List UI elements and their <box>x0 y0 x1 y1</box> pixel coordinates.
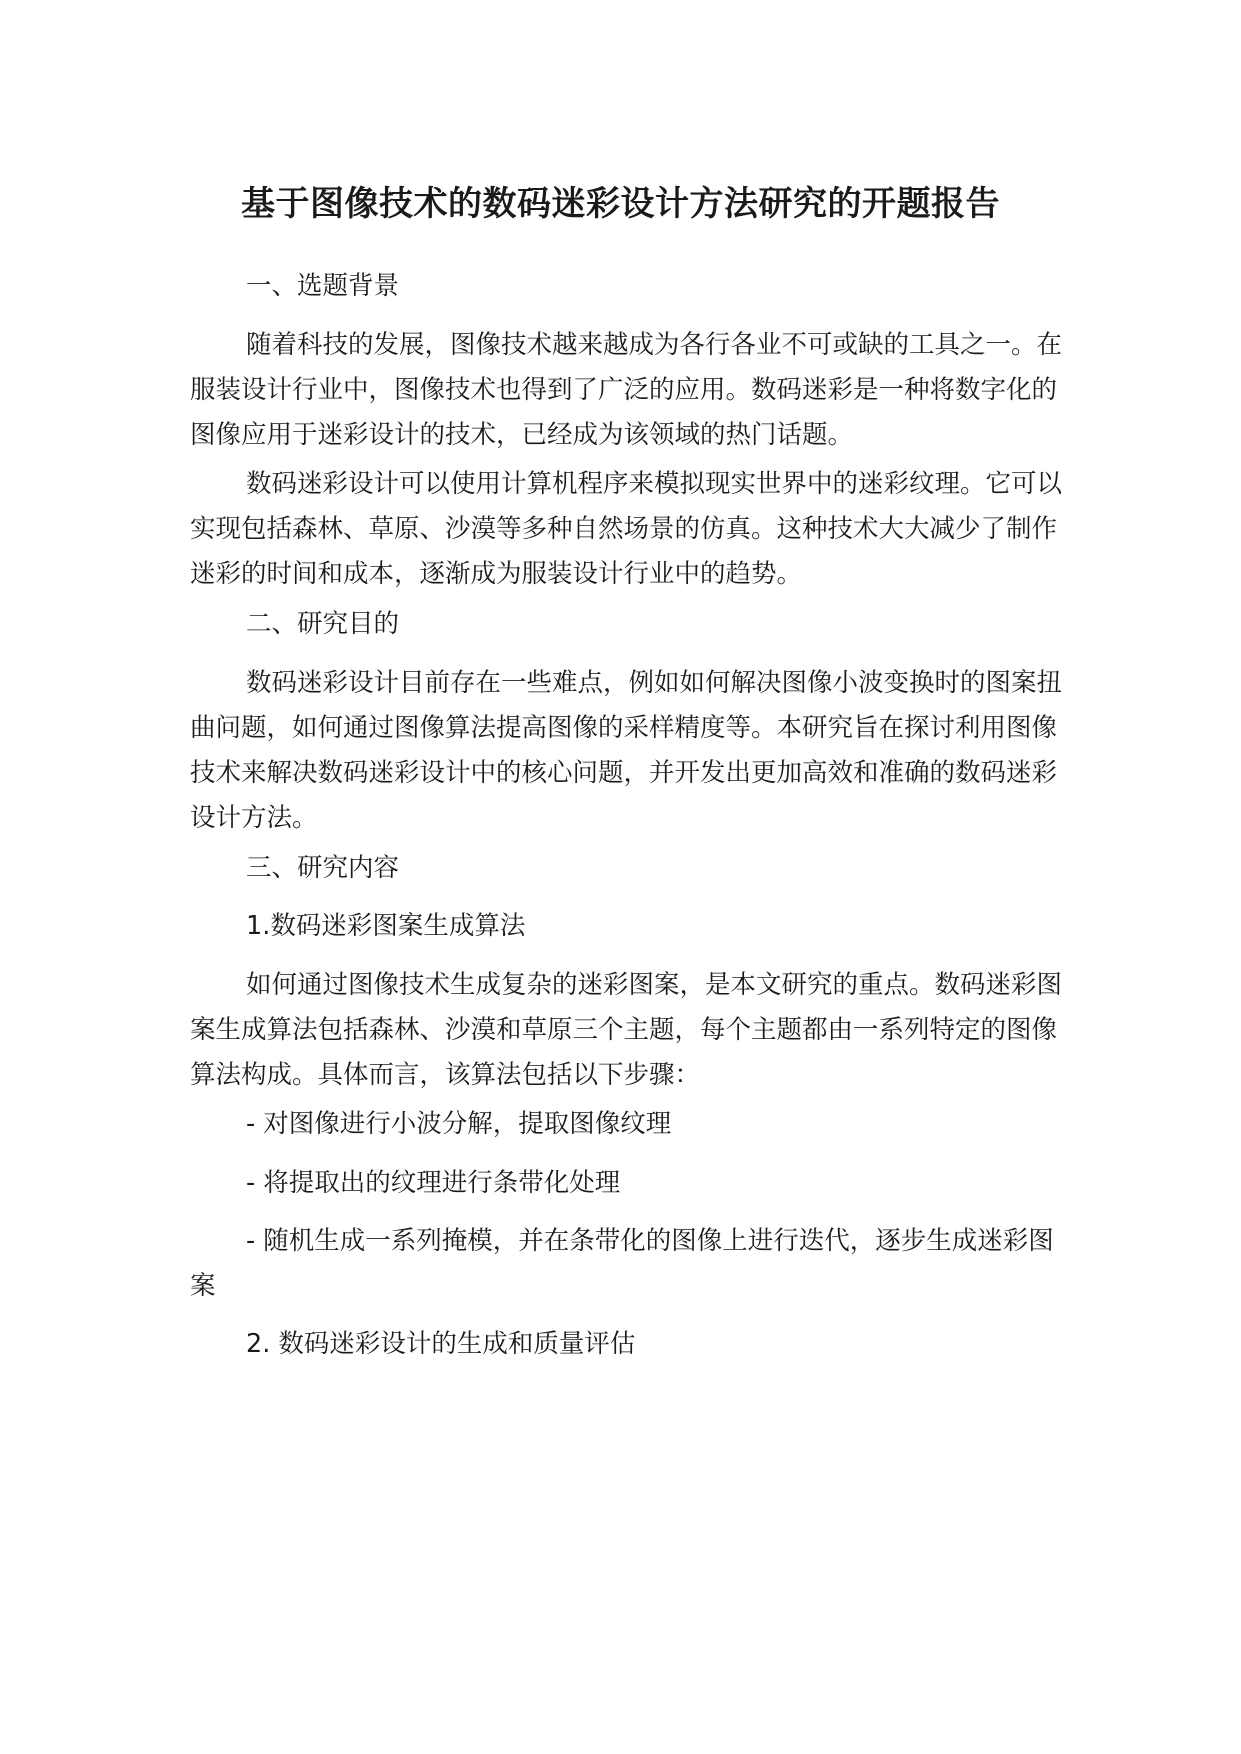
paragraph-background-1: 随着科技的发展，图像技术越来越成为各行各业不可或缺的工具之一。在服装设计行业中，图像技术也得到了广泛的应用。数码迷彩是一种将数字化的图像应用于迷彩设计的技术，已经成为该领域的热门话题。 <box>190 330 1063 450</box>
paragraph-purpose: 数码迷彩设计目前存在一些难点，例如如何解决图像小波变换时的图案扭曲问题，如何通过图像算法提高图像的采样精度等。本研究旨在探讨利用图像技术来解决数码迷彩设计中的核心问题，并开发出更加高效和准确的数码迷彩设计方法。 <box>190 668 1063 833</box>
list-item-step-1: - 对图像进行小波分解，提取图像纹理 <box>246 1109 672 1139</box>
document-title: 基于图像技术的数码迷彩设计方法研究的开题报告 <box>241 184 1000 224</box>
subsection-heading-2: 2. 数码迷彩设计的生成和质量评估 <box>246 1329 636 1359</box>
section-heading-purpose: 二、研究目的 <box>246 609 400 639</box>
paragraph-content-1: 如何通过图像技术生成复杂的迷彩图案，是本文研究的重点。数码迷彩图案生成算法包括森林、沙漠和草原三个主题，每个主题都由一系列特定的图像算法构成。具体而言，该算法包括以下步骤： <box>190 970 1063 1090</box>
section-heading-background: 一、选题背景 <box>246 271 400 301</box>
paragraph-background-2: 数码迷彩设计可以使用计算机程序来模拟现实世界中的迷彩纹理。它可以实现包括森林、草原、沙漠等多种自然场景的仿真。这种技术大大减少了制作迷彩的时间和成本，逐渐成为服装设计行业中的趋势。 <box>190 469 1063 589</box>
subsection-heading-1: 1.数码迷彩图案生成算法 <box>246 911 526 941</box>
section-heading-content: 三、研究内容 <box>246 853 400 883</box>
list-item-step-2: - 将提取出的纹理进行条带化处理 <box>246 1168 621 1198</box>
list-item-step-3: - 随机生成一系列掩模，并在条带化的图像上进行迭代，逐步生成迷彩图案 <box>190 1226 1054 1301</box>
